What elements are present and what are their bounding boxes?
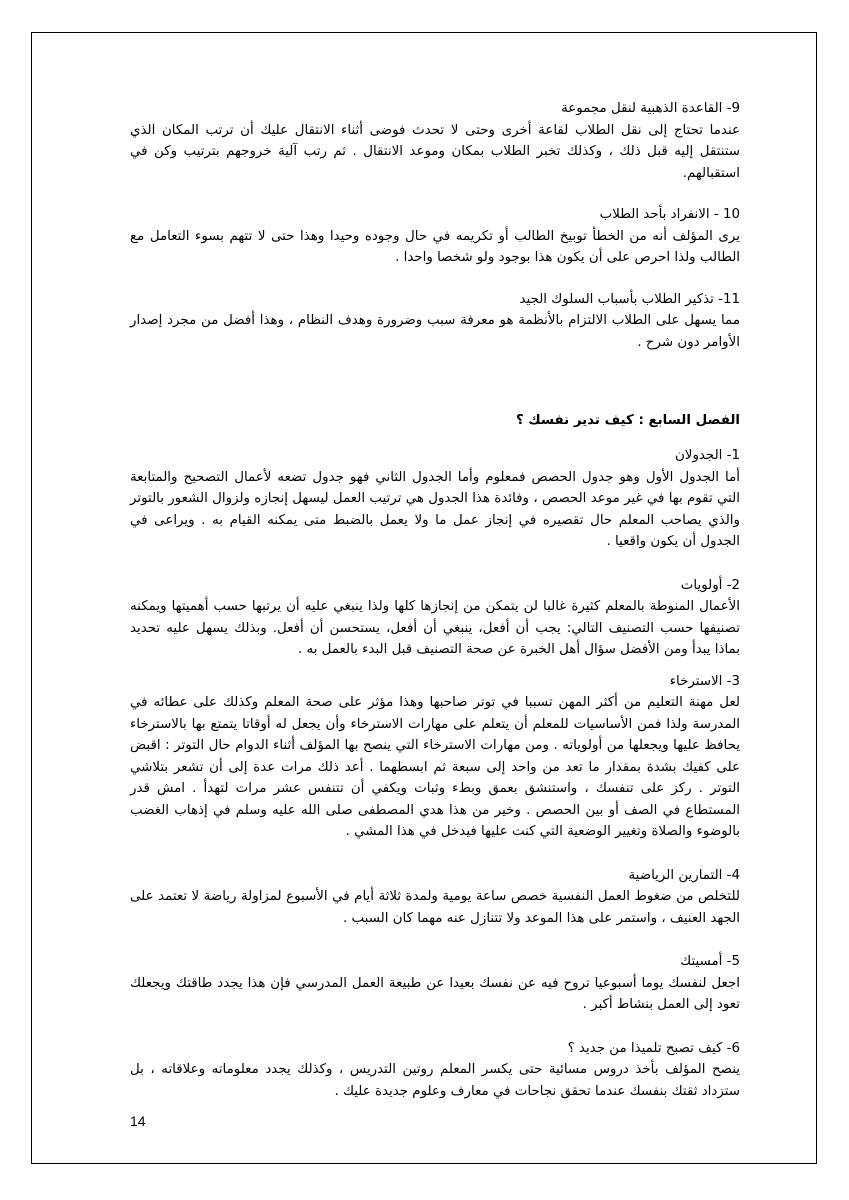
item-heading: 3- الاسترخاء — [669, 673, 740, 689]
chapter-item-3 — [130, 671, 740, 843]
item-heading: 4- التمارين الرياضية — [628, 867, 740, 883]
section-9 — [130, 98, 740, 184]
section-11 — [130, 289, 740, 354]
item-paragraph: أما الجدول الأول وهو جدول الحصص فمعلوم وأما الجدول الثاني فهو جدول تضعه لأعمال التصحيح والمتابعة التي تقوم بها في غير موعد الحصص ، وفائدة هذا الجدول هي ترتيب العمل ليسهل إنجازه ولزوال الشعور بالتوتر والذي يصاحب المعلم حال تقصيره في إنجاز عمل ما ولا يعمل بالضبط متى يمكنه القيام به . ويراعى في الجدول أن يكون واقعيا . — [130, 469, 740, 550]
section-paragraph: مما يسهل على الطلاب الالتزام بالأنظمة هو معرفة سبب وضرورة وهدف النظام ، وهذا أفضل من مجرد إصدار الأوامر دون شرح . — [130, 313, 740, 350]
chapter-item-1 — [130, 445, 740, 553]
item-paragraph: اجعل لنفسك يوما أسبوعيا تروح فيه عن نفسك بعيدا عن طبيعة العمل المدرسي فإن هذا يجدد طاقتك ويجعلك تعود إلى العمل بنشاط أكبر . — [130, 975, 740, 1013]
chapter-item-2 — [130, 575, 740, 661]
section-paragraph: عندما تحتاج إلى نقل الطلاب لقاعة أخرى وحتى لا تحدث فوضى أثناء الانتقال عليك أن ترتب المكان الذي ستنتقل إليه قبل ذلك ، وكذلك تخبر الطلاب بمكان وموعد الانتقال . ثم رتب آلية خروجهم بترتيب وكن في استقبالهم. — [130, 122, 740, 181]
page-number: 14 — [130, 1113, 146, 1129]
item-heading: 2- أولويات — [680, 577, 740, 593]
section-heading: 11- تذكير الطلاب بأسباب السلوك الجيد — [519, 291, 740, 307]
section-heading: 9- القاعدة الذهبية لنقل مجموعة — [561, 101, 740, 116]
item-paragraph: ينصح المؤلف بأخذ دروس مسائية حتى يكسر المعلم روتين التدريس ، وكذلك يجدد معلوماته وعلاقاته ، بل ستزداد ثقتك بنفسك عندما تحقق نجاحات في معارف وعلوم جديدة عليك . — [130, 1062, 740, 1099]
chapter-title: الفصل السابع : كيف تدير نفسك ؟ — [515, 413, 740, 429]
item-paragraph: لعل مهنة التعليم من أكثر المهن تسببا في توتر صاحبها وهذا مؤثر على صحة المعلم وكذلك على عطائه في المدرسة ولذا فمن الأساسيات للمعلم أن يتعلم على مهارات الاسترخاء وأن يجعل له أوقاتا يتمتع بها بالاسترخاء يحافظ عليها ويجعلها من أولوياته . ومن مهارات الاسترخاء التي ينصح بها المؤلف أثناء الدوام حال التوتر : اقبض على كفيك بشدة بمقدار ما تعد من واحد إلى سبعة ثم ابسطهما . أعد ذلك مرات عدة إلى أن تشعر بتلاشي التوتر . ركز على تنفسك ، واستنشق بعمق وبطء وثبات ويكفي أن تتنفس عشر مرات لتهدأ . امش قدر المستطاع في الصف أو بين الحصص . وخير من هذا هدي المصطفى صلى الله عليه وسلم في إذهاب الغضب بالوضوء والصلاة وتغيير الوضعية التي كنت عليها فيدخل في هذا المشي . — [130, 695, 740, 840]
chapter-item-5 — [130, 951, 740, 1016]
chapter-item-4 — [130, 865, 740, 930]
item-paragraph: الأعمال المنوطة بالمعلم كثيرة غالبا لن يتمكن من إنجازها كلها ولذا ينبغي عليه أن يرتبها حسب أهميتها ويمكنه تصنيفها حسب التصنيف التالي: يجب أن أفعل، ينبغي أن أفعل، يستحسن أن أفعل. وبذلك يسهل عليه تحديد بماذا يبدأ ومن الأفضل سؤال أهل الخبرة عن صحة التصنيف قبل البدء بالعمل به . — [130, 599, 740, 658]
section-heading: 10 - الانفراد بأحد الطلاب — [599, 207, 740, 222]
item-heading: 6- كيف تصبح تلميذا من جديد ؟ — [567, 1040, 740, 1056]
document-body — [130, 98, 740, 1102]
item-heading: 5- أمسيتك — [680, 954, 740, 970]
item-heading: 1- الجدولان — [674, 448, 740, 464]
section-paragraph: يرى المؤلف أنه من الخطأ توبيخ الطالب أو تكريمه في حال وجوده وحيدا وهذا حتى لا تتهم بسوء التعامل مع الطالب ولذا احرص على أن يكون هذا بوجود ولو شخصا واحدا . — [130, 228, 740, 265]
section-10 — [130, 204, 740, 269]
item-paragraph: للتخلص من ضغوط العمل النفسية خصص ساعة يومية ولمدة ثلاثة أيام في الأسبوع لمزاولة رياضة لا تعتمد على الجهد العنيف ، واستمر على هذا الموعد ولا تتنازل عنه مهما كان السبب . — [130, 889, 740, 926]
chapter-item-6 — [130, 1038, 740, 1103]
